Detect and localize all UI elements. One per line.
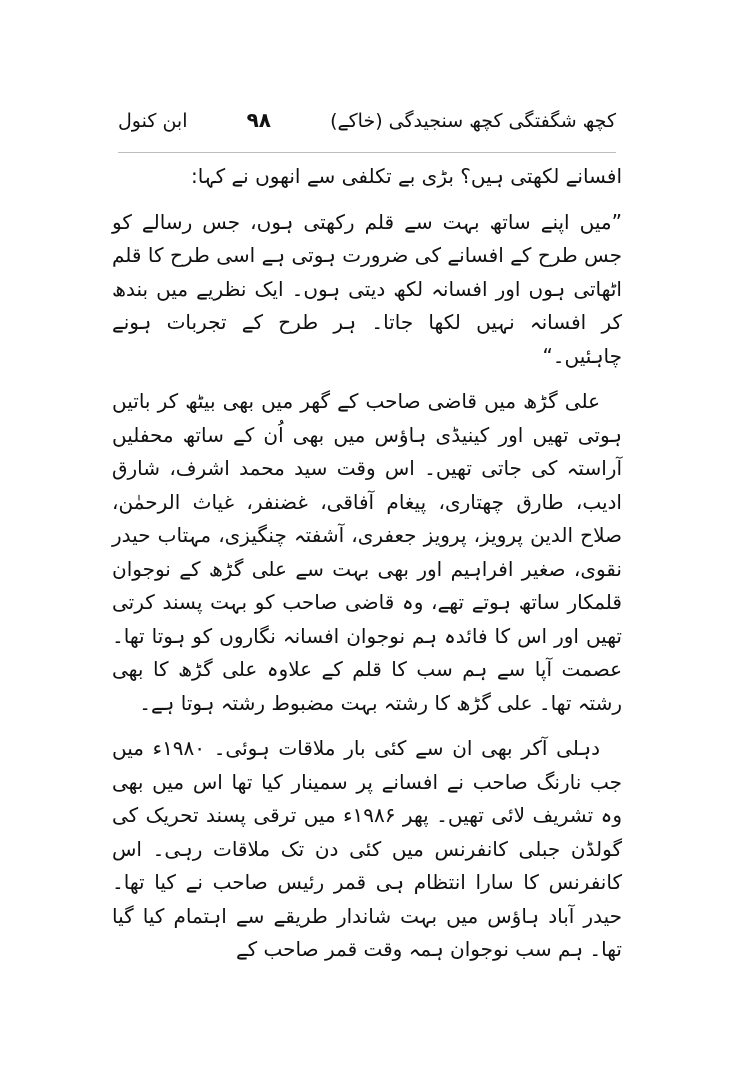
page-number: ۹۸ — [246, 108, 271, 132]
book-title: کچھ شگفتگی کچھ سنجیدگی (خاکے) — [330, 110, 616, 132]
running-header — [118, 108, 616, 153]
paragraph-delhi: دہلی آکر بھی ان سے کئی بار ملاقات ہوئی۔ ۱۹۸۰ء میں جب نارنگ صاحب نے افسانے پر سمینار کیا تھا اس میں بھی وہ تشریف لائی تھیں۔ پھر ۱۹۸۶ء میں ترقی پسند تحریک کی گولڈن جبلی کانفرنس میں کئی دن تک ملاقات رہی۔ اس کانفرنس کا سارا انتظام ہی قمر رئیس صاحب نے کیا تھا۔ حیدر آباد ہاؤس میں بہت شاندار طریقے سے اہتمام کیا گیا تھا۔ ہم سب نوجوان ہمہ وقت قمر صاحب کے — [112, 736, 622, 961]
paragraph-intro: افسانے لکھتی ہیں؟ بڑی بے تکلفی سے انھوں نے کہا: — [191, 164, 622, 188]
paragraph-quote: ”میں اپنے ساتھ بہت سے قلم رکھتی ہوں، جس رسالے کو جس طرح کے افسانے کی ضرورت ہوتی ہے اسی طرح کا قلم اٹھاتی ہوں اور افسانہ لکھ دیتی ہوں۔ ایک نظریے میں بندھ کر افسانہ نہیں لکھا جاتا۔ ہر طرح کے تجربات ہونے چاہئیں۔“ — [112, 209, 622, 368]
paragraph-aligarh: علی گڑھ میں قاضی صاحب کے گھر میں بھی بیٹھ کر باتیں ہوتی تھیں اور کینیڈی ہاؤس میں بھی اُن کے ساتھ محفلیں آراستہ کی جاتی تھیں۔ اس وقت سید محمد اشرف، شارق ادیب، طارق چھتاری، پیغام آفاقی، غضنفر، غیاث الرحمٰن، صلاح الدین پرویز، پرویز جعفری، آشفتہ چنگیزی، مہتاب حیدر نقوی، صغیر افراہیم اور بھی بہت سے علی گڑھ کے نوجوان قلمکار ساتھ ہوتے تھے، وہ قاضی صاحب کو بہت پسند کرتی تھیں اور اس کا فائدہ ہم نوجوان افسانہ نگاروں کو ہوتا تھا۔ عصمت آپا سے ہم سب کا قلم کے علاوہ علی گڑھ کا بھی رشتہ تھا۔ علی گڑھ کا رشتہ بہت مضبوط رشتہ ہوتا ہے۔ — [112, 389, 622, 715]
page-body — [112, 160, 622, 979]
author-name: ابن کنول — [118, 110, 188, 132]
